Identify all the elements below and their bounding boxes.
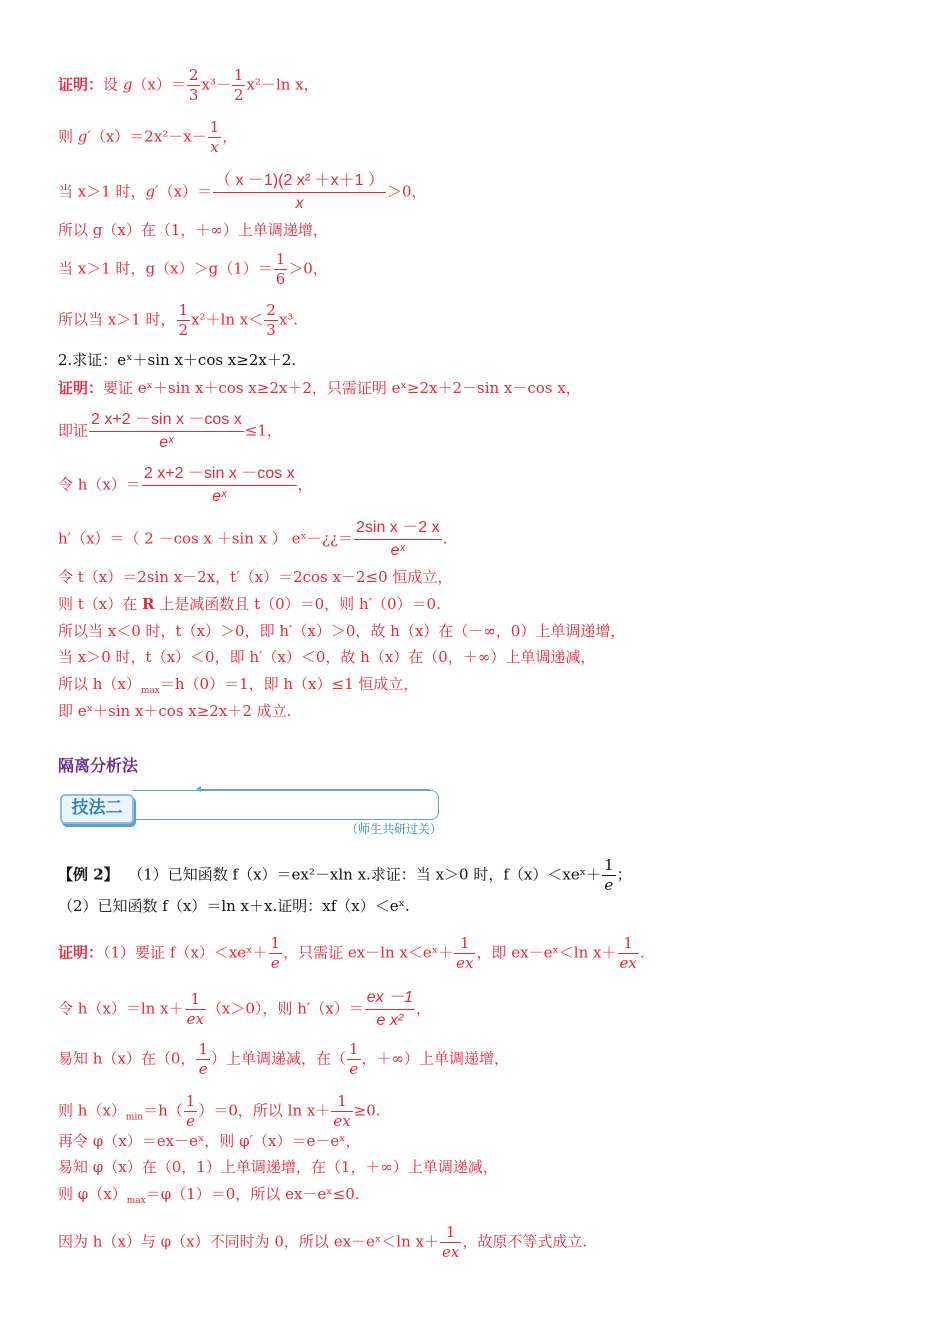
fraction: $\frac{1}{e}$ — [198, 1040, 208, 1078]
fraction: $\frac{1}{2}$ — [233, 66, 244, 104]
problem-2-line-t6: 即 eˣ＋sin x＋cos x≥2x＋2 成立. — [58, 702, 292, 720]
fraction: $\frac{1}{ex}$ — [333, 1092, 351, 1130]
example-2-answer-a: 证明：（1）要证 f（x）＜xeˣ＋ $\frac{1}{e}$ ，只需证 ex－ln x＜eˣ＋ $\frac{1}{ex}$ ，即 ex－eˣ＜ln x＋ $\frac{1}{ex}$ . — [58, 934, 645, 972]
proof-line-2: 则 g′（x）＝2x²－x－ $\frac{1}{x}$ ， — [58, 118, 238, 156]
problem-2-statement: 2.求证：eˣ＋sin x＋cos x≥2x＋2. — [58, 351, 297, 369]
example-2-answer-e2: 易知 φ（x）在（0，1）上单调递增，在（1，＋∞）上单调递减， — [58, 1158, 498, 1176]
proof-line-5: 当 x＞1 时，g（x）＞g（1）＝ $\frac{1}{6}$ ＞0， — [58, 250, 328, 288]
example-2-question-2: （2）已知函数 f（x）＝ln x＋x.证明：xf（x）＜eˣ. — [58, 897, 410, 915]
problem-2-line-t3: 所以当 x＜0 时，t（x）＞0，即 h′（x）＞0，故 h（x）在（－∞，0）上单调递增， — [58, 622, 626, 640]
proof-line-3: 当 x＞1 时，g′（x）＝ $\frac{\text{（ x －1)(2 x² ＋x＋1 ）}}{x}$ ＞0， — [58, 170, 427, 215]
technique-note: （师生共研过关） — [346, 822, 443, 836]
problem-2-proof-intro: 证明：要证 eˣ＋sin x＋cos x≥2x＋2，只需证明 eˣ≥2x＋2－sin x－cos x， — [58, 379, 581, 397]
problem-2-line-t4: 当 x＞0 时，t（x）＜0，即 h′（x）＜0，故 h（x）在（0，＋∞）上单调递减， — [58, 648, 596, 666]
example-2-answer-c: 易知 h（x）在（0， $\frac{1}{e}$ ）上单调递减，在（ $\frac{1}{e}$ ，＋∞）上单调递增， — [58, 1040, 510, 1078]
technique-banner-frame — [132, 790, 439, 820]
fraction: $\frac{1}{6}$ — [275, 250, 286, 288]
fraction: $\frac{\text{2sin x －2 x}}{\text{eˣ}}$ — [355, 519, 440, 559]
arrow-left-icon — [200, 789, 430, 790]
example-2-answer-f: 因为 h（x）与 φ（x）不同时为 0，所以 ex－eˣ＜ln x＋ $\frac{1}{ex}$ ，故原不等式成立. — [58, 1223, 588, 1261]
fraction: $\frac{\text{2 x+2 －sin x －cos x}}{\text{eˣ}}$ — [91, 411, 242, 451]
problem-2-line-t1: 令 t（x）＝2sin x－2x，t′（x）＝2cos x－2≤0 恒成立， — [58, 568, 453, 586]
fraction: $\frac{\text{2 x+2 －sin x －cos x}}{\text{eˣ}}$ — [143, 465, 295, 505]
example-2-answer-d: 则 $h(x)_{min}=h$（ $\frac{1}{e}$ ）＝0，所以 ln x＋ $\frac{1}{ex}$ ≥0. — [58, 1092, 381, 1130]
proof-line-6: 所以当 x＞1 时， $\frac{1}{2}$ x²＋ln x＜ $\frac{2}{3}$ x³. — [58, 301, 299, 339]
proof-line-1: 证明：设 g（x）＝ $\frac{2}{3}$ x³－ $\frac{1}{2}$ x²－ln x， — [58, 66, 319, 104]
example-2-answer-b: 令 h（x）＝ln x＋ $\frac{1}{ex}$ （x＞0），则 h′（x）＝ $\frac{ex -1}{\text{e x²}}$ ， — [58, 987, 431, 1032]
fraction: $\frac{2}{3}$ — [266, 301, 276, 339]
section-heading: 隔离分析法 — [58, 758, 139, 775]
problem-2-line-t2: 则 t（x）在 R 上是减函数且 t（0）＝0，则 h′（0）＝0. — [58, 595, 441, 613]
problem-2-line-q: 即证 $\frac{\text{2 x+2 －sin x －cos x}}{\text{eˣ}}$ ≤1， — [58, 409, 282, 454]
fraction: $\frac{1}{2}$ — [178, 301, 189, 339]
problem-2-line-s: h′（x）＝（ 2 －cos x ＋sin x ） eˣ－¿¿＝ $\frac{\text{2sin x －2 x}}{\text{eˣ}}$ . — [58, 517, 447, 562]
fraction: $\frac{1}{e}$ — [604, 856, 614, 894]
problem-2-line-t5: 所以 $h(x)_{max}=h(0)=1$，即 h（x）≤1 恒成立， — [58, 675, 419, 696]
example-2-question-1: 【例 2】 （1）已知函数 f（x）＝ex²－xln x.求证：当 x＞0 时，f（x）＜xeˣ＋ $\frac{1}{e}$ ； — [58, 856, 632, 894]
fraction: $\frac{ex -1}{\text{e x²}}$ — [366, 989, 413, 1029]
problem-2-line-r: 令 h（x）＝ $\frac{\text{2 x+2 －sin x －cos x}}{\text{eˣ}}$ ， — [58, 463, 313, 508]
fraction: $\frac{1}{x}$ — [209, 118, 220, 156]
fraction: $\frac{1}{e}$ — [270, 934, 281, 972]
technique-badge: 技法二 — [60, 794, 134, 824]
example-2-answer-e3: 则 $\varphi(x)_{max}=\varphi(1)=0$，所以 ex－eˣ≤0. — [58, 1185, 360, 1206]
fraction: $\frac{1}{e}$ — [349, 1040, 359, 1078]
proof-line-4: 所以 g（x）在（1，＋∞）上单调递增， — [58, 221, 328, 239]
fraction: $\frac{2}{3}$ — [188, 66, 199, 104]
fraction: $\frac{1}{ex}$ — [619, 934, 637, 972]
fraction: $\frac{1}{ex}$ — [441, 1223, 460, 1261]
example-2-answer-e1: 再令 φ（x）＝ex－eˣ，则 φ′（x）＝e－eˣ， — [58, 1132, 361, 1150]
fraction: $\frac{1}{ex}$ — [186, 990, 204, 1028]
fraction: $\frac{1}{e}$ — [185, 1092, 196, 1130]
fraction: $\frac{\text{（ x －1)(2 x² ＋x＋1 ）}}{x}$ — [215, 172, 384, 212]
fraction: $\frac{1}{ex}$ — [456, 934, 474, 972]
